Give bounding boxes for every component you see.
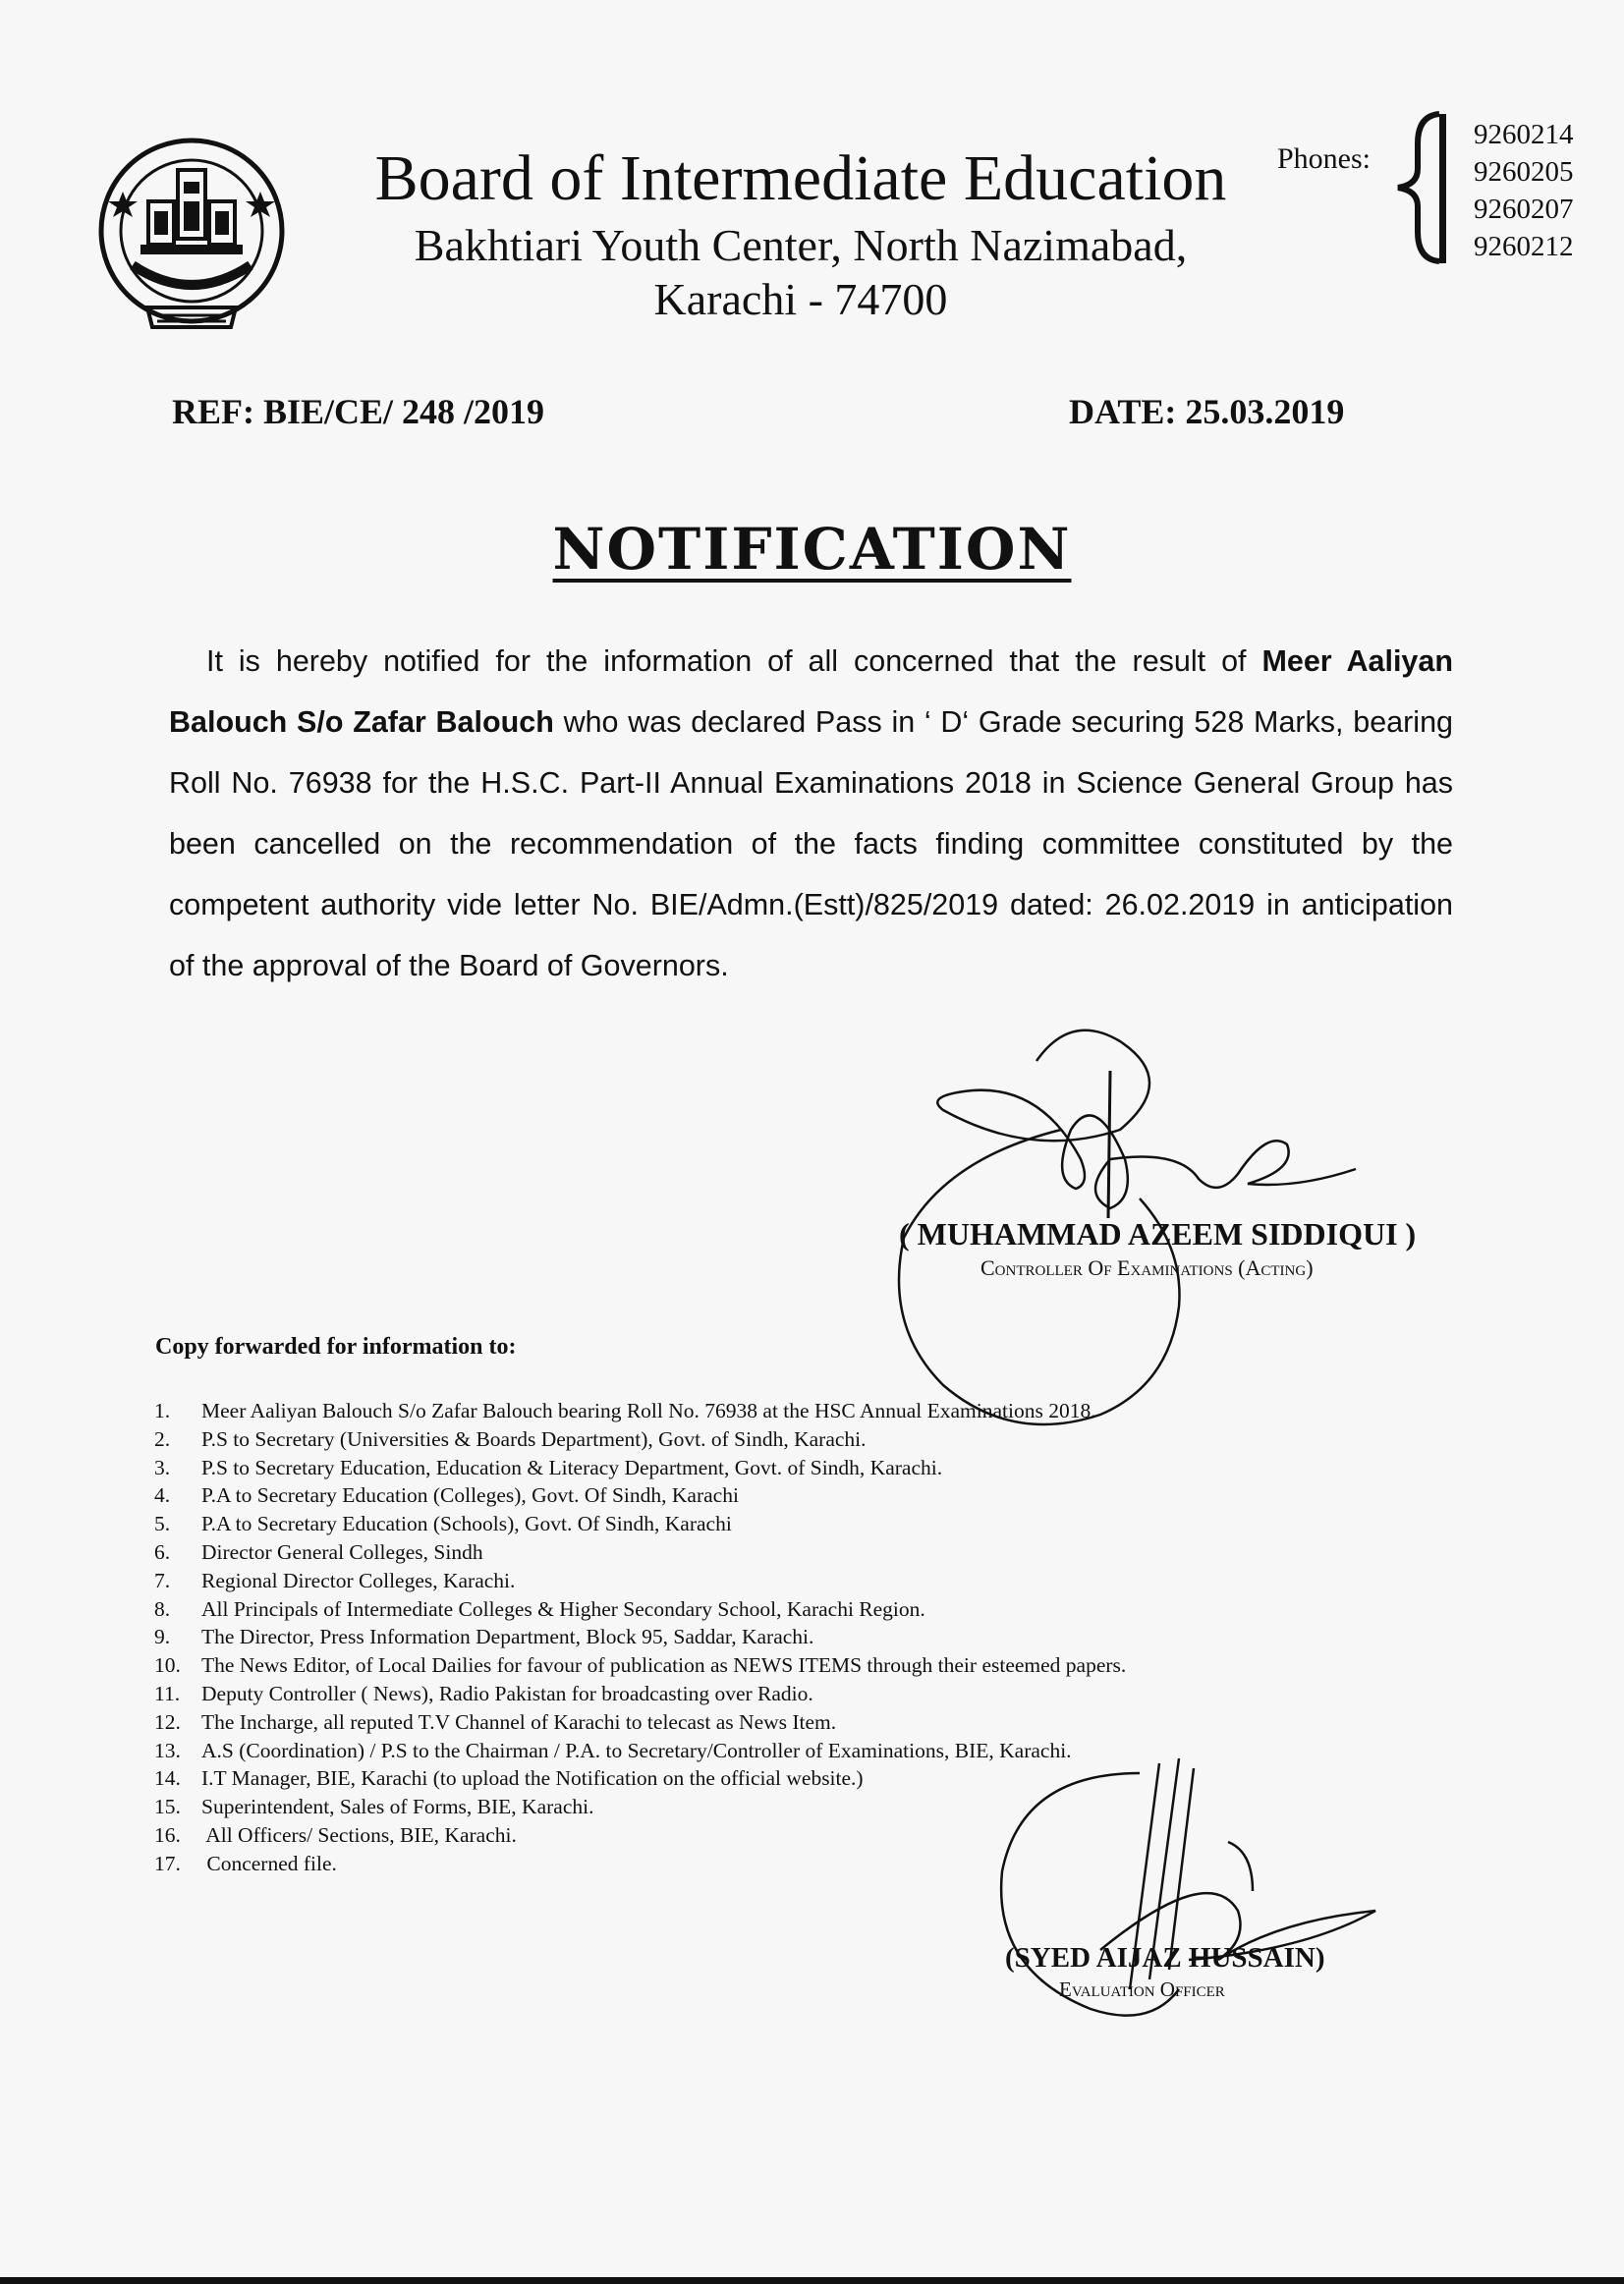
list-item: 17. Concerned file. — [154, 1851, 337, 1875]
list-item: 11. Deputy Controller ( News), Radio Pakistan for broadcasting over Radio. — [154, 1681, 813, 1705]
list-item: 6. Director General Colleges, Sindh — [154, 1539, 483, 1564]
notification-body — [169, 631, 1453, 996]
phone-number: 9260205 — [1474, 156, 1574, 188]
student-name: Meer Aaliyan Balouch S/o Zafar Balouch — [169, 644, 1453, 739]
list-item: 15. Superintendent, Sales of Forms, BIE, Karachi. — [154, 1795, 594, 1819]
board-emblem-logo — [93, 133, 290, 339]
curly-brace-icon — [1390, 110, 1449, 265]
list-item: 1. Meer Aaliyan Balouch S/o Zafar Balouch bearing Roll No. 76938 at the HSC Annual Examinations 2018. — [154, 1399, 1096, 1422]
list-item: 7. Regional Director Colleges, Karachi. — [154, 1568, 516, 1592]
phone-number: 9260212 — [1474, 231, 1574, 262]
list-item: 8. All Principals of Intermediate Colleges & Higher Secondary School, Karachi Region. — [154, 1596, 925, 1621]
signatory-1-designation: Controller Of Examinations (Acting) — [980, 1255, 1314, 1280]
copy-forwarded-label: Copy forwarded for information to: — [155, 1334, 517, 1360]
list-item: 16. All Officers/ Sections, BIE, Karachi. — [154, 1822, 517, 1847]
reference-number: REF: BIE/CE/ 248 /2019 — [172, 392, 545, 431]
list-item: 4. P.A to Secretary Education (Colleges), Govt. Of Sindh, Karachi — [154, 1483, 739, 1508]
phone-numbers — [1474, 116, 1574, 265]
address-line-1: Bakhtiari Youth Center, North Nazimabad, — [414, 220, 1188, 270]
document-date: DATE: 25.03.2019 — [1069, 392, 1345, 431]
list-item: 5. P.A to Secretary Education (Schools), Govt. Of Sindh, Karachi — [154, 1512, 732, 1536]
list-item: 10. The News Editor, of Local Dailies for favour of publication as NEWS ITEMS through their esteemed papers. — [154, 1653, 1127, 1678]
body-part-1: It is hereby notified for the information of all concerned that the result of — [206, 644, 1262, 678]
phones-label: Phones: — [1277, 142, 1372, 175]
list-item: 12. The Incharge, all reputed T.V Channel of Karachi to telecast as News Item. — [154, 1709, 837, 1734]
body-part-2: who was declared Pass in ‘ D‘ Grade securing 528 Marks, bearing Roll No. 76938 for the H.S.C. Part-II Annual Examinations 2018 in Science General Group has been cancelled on the recommendation of the facts finding committee constituted by the competent authority vide letter No. BIE/Admn.(Estt)/825/2019 dated: 26.02.2019 in anticipation of the approval of the Board of Governors. — [169, 705, 1454, 982]
list-item: 9. The Director, Press Information Department, Block 95, Saddar, Karachi. — [154, 1625, 814, 1649]
signatory-2-name: (SYED AIJAZ HUSSAIN) — [1005, 1942, 1325, 1974]
phone-number: 9260214 — [1474, 119, 1574, 150]
org-name: Board of Intermediate Education — [374, 142, 1227, 214]
list-item: 3. P.S to Secretary Education, Education & Literacy Department, Govt. of Sindh, Karachi. — [154, 1455, 943, 1479]
list-item: 14. I.T Manager, BIE, Karachi (to upload the Notification on the official website.) — [154, 1766, 864, 1791]
list-item: 2. P.S to Secretary (Universities & Boards Department), Govt. of Sindh, Karachi. — [154, 1426, 867, 1451]
phone-number: 9260207 — [1474, 194, 1574, 225]
signatory-2-designation: Evaluation Officer — [1059, 1978, 1225, 2001]
scan-bottom-edge — [0, 2277, 1624, 2284]
notification-heading: NOTIFICATION — [552, 516, 1072, 583]
list-item: 13. A.S (Coordination) / P.S to the Chairman / P.A. to Secretary/Controller of Examinations, BIE, Karachi. — [154, 1738, 1072, 1762]
address-line-2: Karachi - 74700 — [653, 274, 948, 324]
signatory-1-name: ( MUHAMMAD AZEEM SIDDIQUI ) — [899, 1216, 1417, 1252]
